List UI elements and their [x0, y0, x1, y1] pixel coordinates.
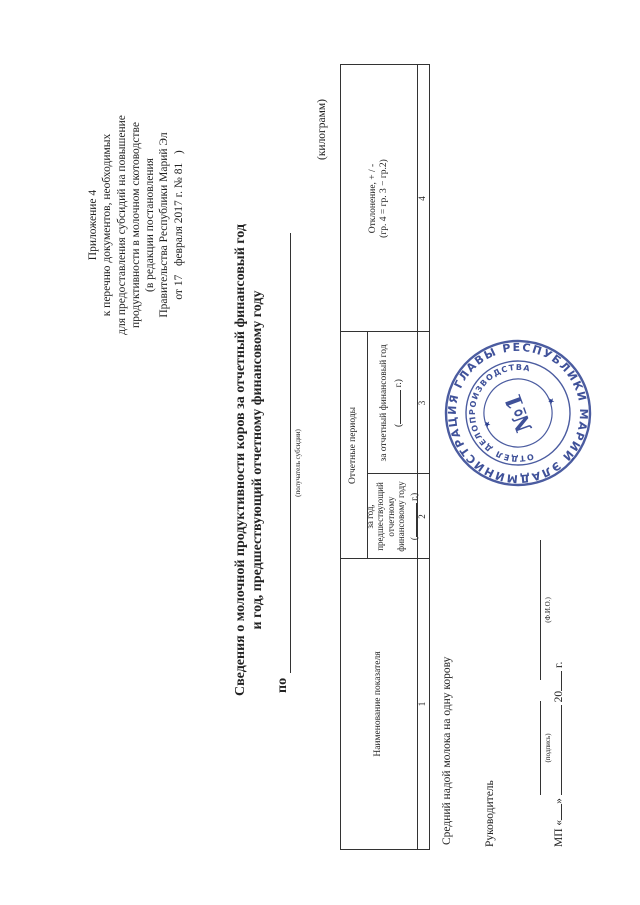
- column-number: 4: [417, 196, 428, 201]
- official-seal: [418, 313, 618, 513]
- signer-role: Руководитель: [484, 780, 496, 847]
- seal-star-icon: ★: [545, 395, 557, 406]
- header-indicator: Наименование показателя: [373, 651, 384, 757]
- recipient-prefix: по: [275, 677, 290, 693]
- column-number: 2: [417, 514, 428, 519]
- seal-center-text: №1: [500, 389, 538, 436]
- signature-line: [540, 701, 541, 795]
- appendix-line: Приложение 4: [87, 189, 99, 261]
- seal-outer-text: АДМИНИСТРАЦИЯ ГЛАВЫ РЕСПУБЛИКИ МАРИЙ ЭЛ: [445, 340, 591, 486]
- fio-line: [540, 540, 541, 680]
- header-report-year: за отчетный финансовый год ( г.): [379, 344, 404, 462]
- productivity-table: [340, 64, 430, 850]
- recipient-caption: (получатель субсидии): [294, 429, 302, 497]
- header-periods: Отчетные периоды: [348, 406, 359, 485]
- appendix-line: для предоставления субсидий на повышение: [115, 115, 128, 335]
- header-deviation: Отклонение, + / - (гр. 4 = гр. 3 − гр.2): [367, 159, 389, 238]
- appendix-line: продуктивности в молочном скотоводстве: [129, 122, 142, 328]
- header-prev-year: за год, предшествующий отчетному финансовому году ( г.): [364, 481, 419, 552]
- title-line-2: и год, предшествующий отчетному финансовому году: [250, 290, 265, 630]
- recipient-underline: [290, 233, 291, 673]
- signature-caption: (подпись): [544, 733, 552, 763]
- document-title: [232, 165, 266, 755]
- fio-caption: (Ф.И.О.): [544, 597, 552, 623]
- date-line: МП «» 20 г.: [550, 662, 565, 847]
- column-number: 3: [417, 400, 428, 406]
- units-label: (килограмм): [316, 98, 328, 160]
- appendix-line: от 17 февраля 2017 г. № 81 ): [172, 150, 185, 300]
- column-number: 1: [417, 701, 428, 707]
- appendix-line: (в редакции постановления: [144, 158, 157, 292]
- title-line-1: Сведения о молочной продуктивности коров за отчетный финансовый год: [233, 224, 248, 696]
- recipient-field: [275, 233, 302, 693]
- seal-inner-text: ОТДЕЛ ДЕЛОПРОИЗВОДСТВА: [467, 362, 535, 464]
- appendix-line: Правительства Республики Марий Эл: [158, 132, 171, 318]
- appendix-block: [86, 75, 186, 375]
- row-indicator-label: Средний надой молока на одну корову: [441, 656, 453, 845]
- appendix-line: к перечню документов, необходимых: [101, 133, 114, 317]
- mp-label: МП: [553, 828, 565, 847]
- seal-star-icon: ★: [482, 419, 493, 430]
